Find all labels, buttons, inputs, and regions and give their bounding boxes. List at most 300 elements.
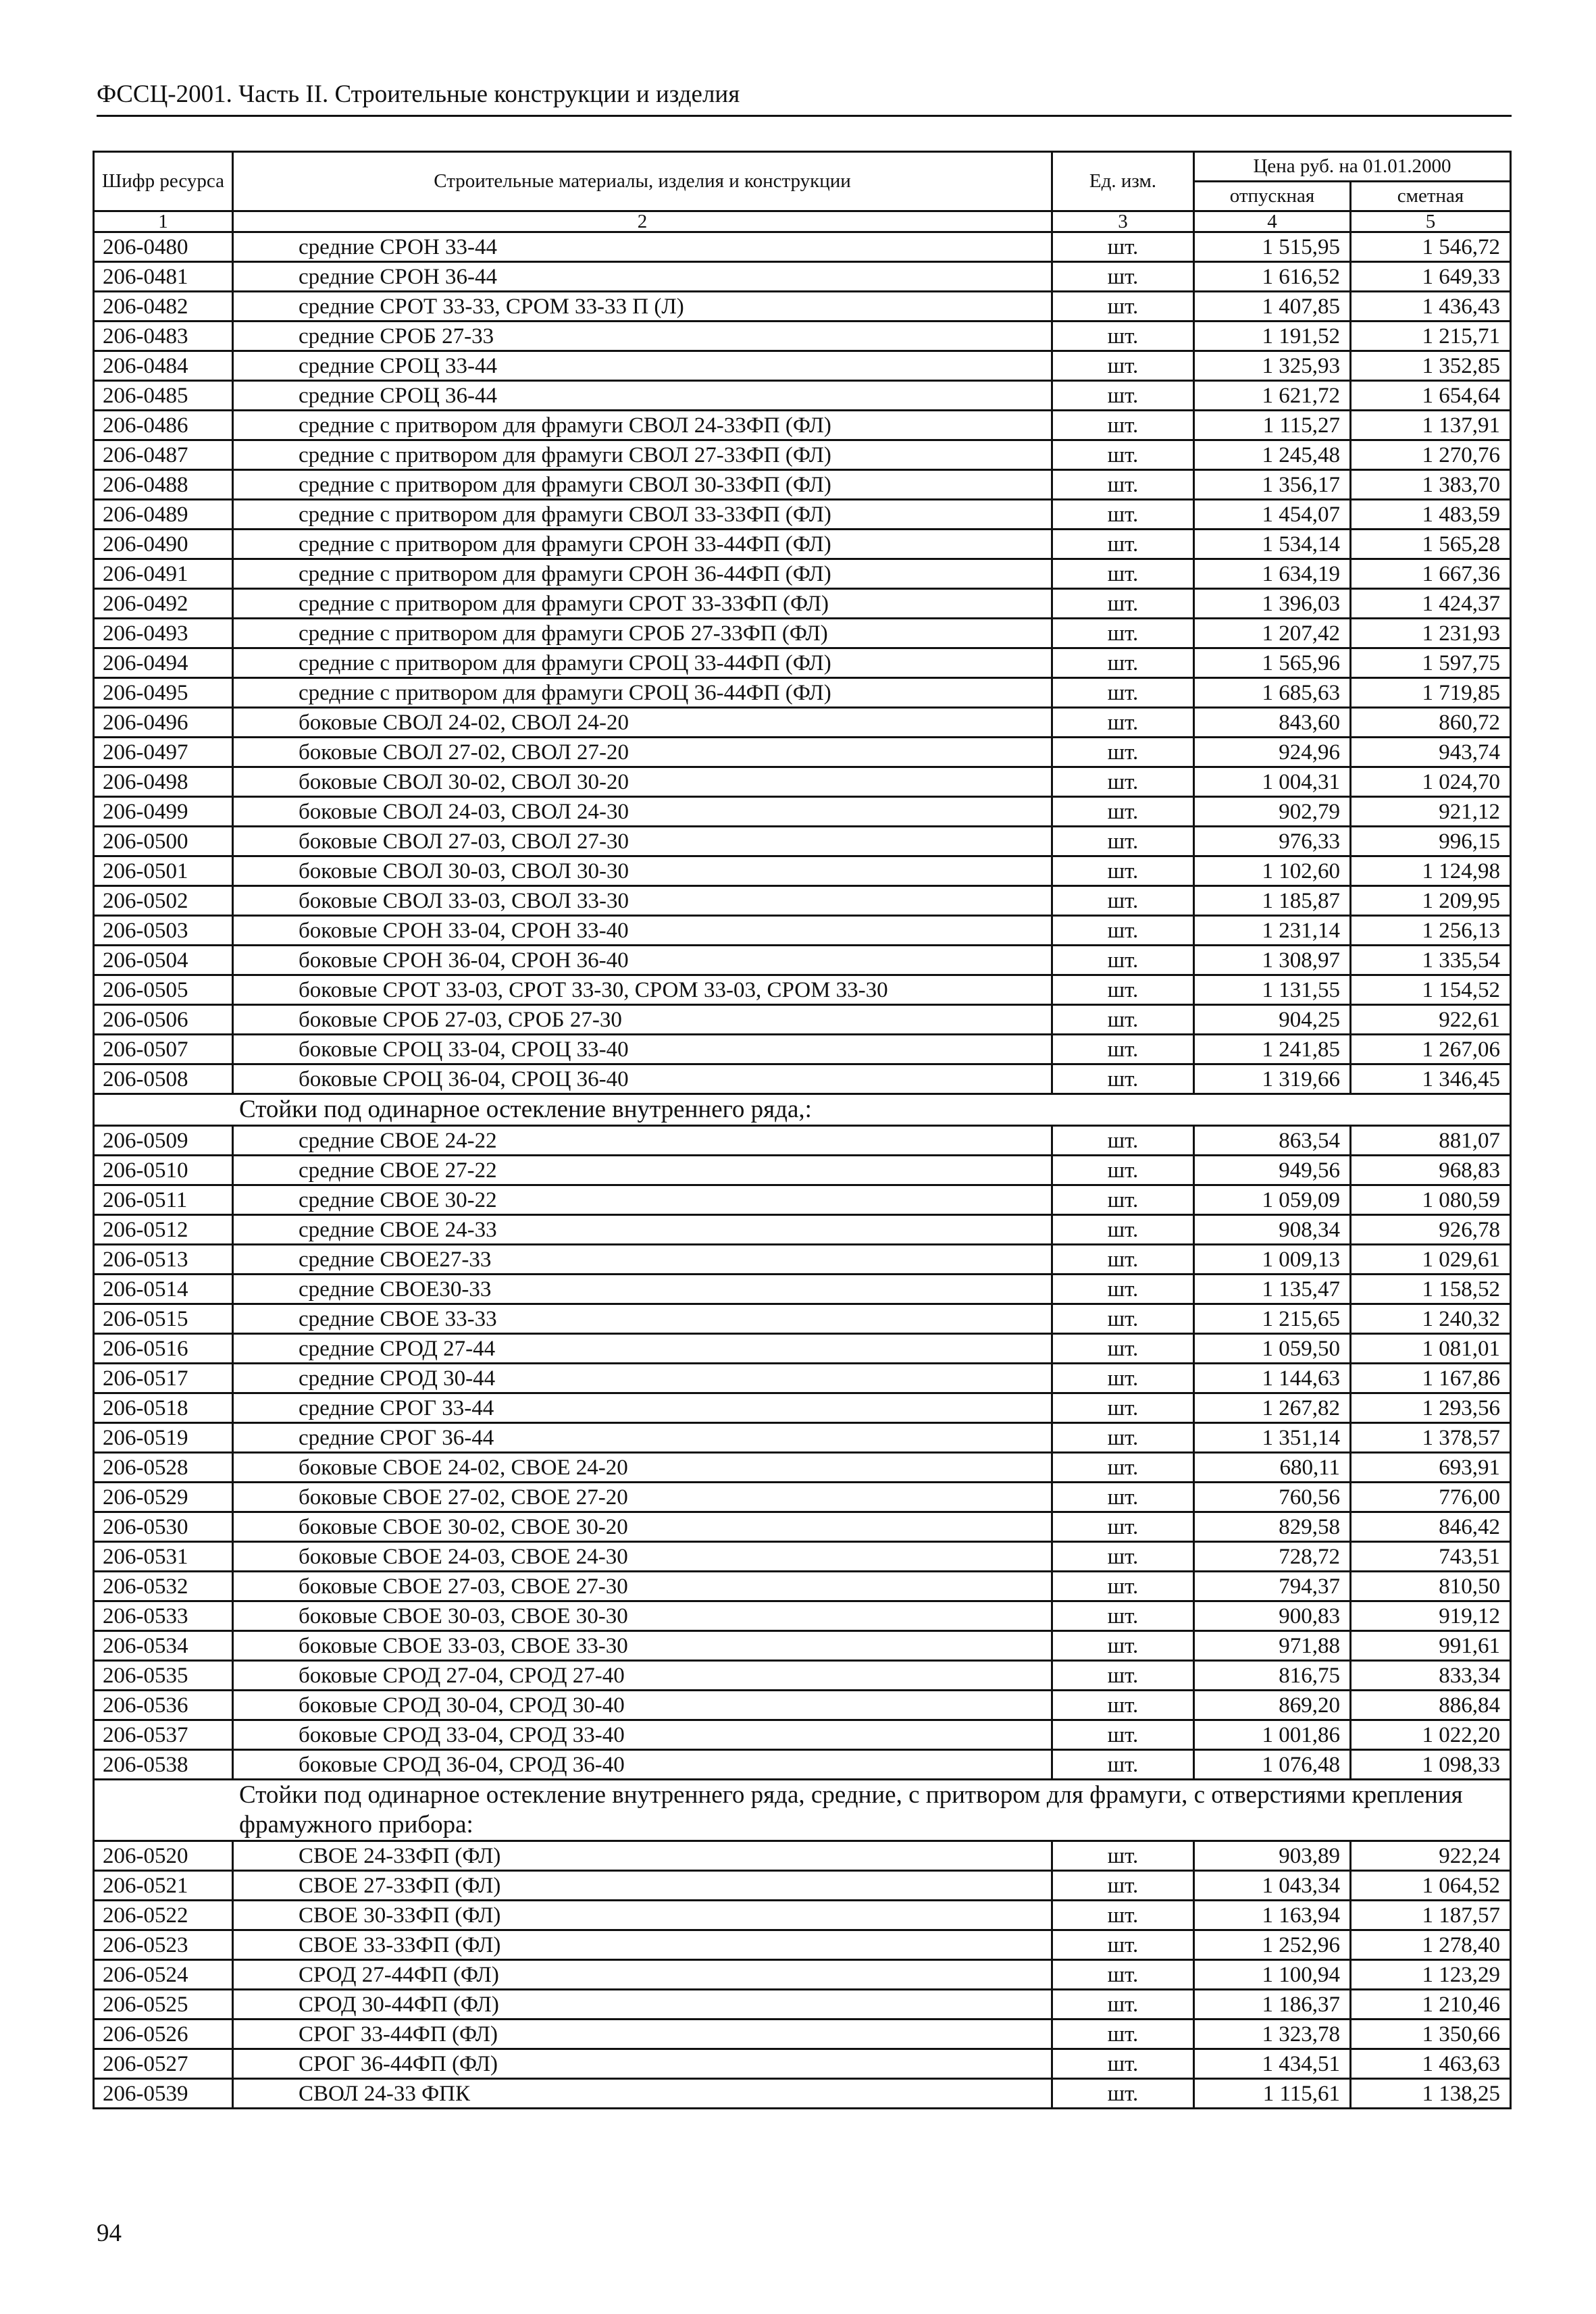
unit-of-measure: шт.: [1052, 1304, 1194, 1334]
unit-of-measure: шт.: [1052, 530, 1194, 559]
estimate-price: 1 024,70: [1351, 767, 1511, 797]
table-row: [94, 1483, 1511, 1512]
release-price: 1 534,14: [1194, 530, 1351, 559]
table-row: [94, 1990, 1511, 2020]
resource-code: 206-0521: [94, 1871, 233, 1901]
unit-of-measure: шт.: [1052, 1930, 1194, 1960]
table-row: [94, 530, 1511, 559]
release-price: 869,20: [1194, 1691, 1351, 1720]
table-row: [94, 262, 1511, 292]
table-row: [94, 1930, 1511, 1960]
resource-code: 206-0497: [94, 738, 233, 767]
release-price: 1 207,42: [1194, 619, 1351, 648]
item-name: СРОД 27-44ФП (ФЛ): [233, 1960, 1052, 1990]
table-row: [94, 797, 1511, 827]
estimate-price: 1 256,13: [1351, 916, 1511, 946]
resource-code: 206-0488: [94, 470, 233, 500]
release-price: 1 252,96: [1194, 1930, 1351, 1960]
estimate-price: 1 667,36: [1351, 559, 1511, 589]
unit-of-measure: шт.: [1052, 411, 1194, 440]
estimate-price: 1 137,91: [1351, 411, 1511, 440]
resource-code: 206-0530: [94, 1512, 233, 1542]
resource-code: 206-0526: [94, 2020, 233, 2049]
table-row: [94, 975, 1511, 1005]
estimate-price: 833,34: [1351, 1661, 1511, 1691]
release-price: 1 144,63: [1194, 1364, 1351, 1393]
estimate-price: 886,84: [1351, 1691, 1511, 1720]
table-row: [94, 708, 1511, 738]
estimate-price: 1 565,28: [1351, 530, 1511, 559]
item-name: средние с притвором для фрамуги СРОБ 27-33ФП (ФЛ): [233, 619, 1052, 648]
estimate-price: 921,12: [1351, 797, 1511, 827]
item-name: боковые СВОЕ 24-02, СВОЕ 24-20: [233, 1453, 1052, 1483]
release-price: 976,33: [1194, 827, 1351, 856]
resource-code: 206-0527: [94, 2049, 233, 2079]
item-name: боковые СВОЛ 24-02, СВОЛ 24-20: [233, 708, 1052, 738]
unit-of-measure: шт.: [1052, 1334, 1194, 1364]
unit-of-measure: шт.: [1052, 827, 1194, 856]
estimate-price: 1 293,56: [1351, 1393, 1511, 1423]
header-name: Строительные материалы, изделия и конструкции: [233, 152, 1052, 211]
item-name: средние СРОТ 33-33, СРОМ 33-33 П (Л): [233, 292, 1052, 322]
unit-of-measure: шт.: [1052, 797, 1194, 827]
header-price: Цена руб. на 01.01.2000: [1194, 152, 1511, 182]
estimate-price: 996,15: [1351, 827, 1511, 856]
column-number: 5: [1351, 211, 1511, 232]
resource-code: 206-0491: [94, 559, 233, 589]
table-row: [94, 500, 1511, 530]
resource-code: 206-0482: [94, 292, 233, 322]
header-code: Шифр ресурса: [94, 152, 233, 211]
estimate-price: 1 215,71: [1351, 322, 1511, 351]
item-name: средние СРОГ 33-44: [233, 1393, 1052, 1423]
estimate-price: 1 064,52: [1351, 1871, 1511, 1901]
release-price: 816,75: [1194, 1661, 1351, 1691]
item-name: средние с притвором для фрамуги СВОЛ 27-33ФП (ФЛ): [233, 440, 1052, 470]
item-name: боковые СРОБ 27-03, СРОБ 27-30: [233, 1005, 1052, 1035]
estimate-price: 968,83: [1351, 1156, 1511, 1185]
release-price: 903,89: [1194, 1841, 1351, 1871]
resource-code: 206-0492: [94, 589, 233, 619]
header-release-price: отпускная: [1194, 182, 1351, 211]
resource-code: 206-0522: [94, 1901, 233, 1930]
item-name: средние с притвором для фрамуги СРОЦ 36-44ФП (ФЛ): [233, 678, 1052, 708]
estimate-price: 991,61: [1351, 1631, 1511, 1661]
table-row: [94, 767, 1511, 797]
unit-of-measure: шт.: [1052, 1423, 1194, 1453]
resource-code: 206-0512: [94, 1215, 233, 1245]
resource-code: 206-0499: [94, 797, 233, 827]
estimate-price: 1 138,25: [1351, 2079, 1511, 2109]
resource-code: 206-0538: [94, 1750, 233, 1780]
table-row: [94, 1185, 1511, 1215]
resource-code: 206-0509: [94, 1126, 233, 1156]
unit-of-measure: шт.: [1052, 1393, 1194, 1423]
release-price: 794,37: [1194, 1572, 1351, 1601]
item-name: средние СРОН 33-44: [233, 232, 1052, 262]
price-table: [93, 151, 1512, 2109]
column-number: 1: [94, 211, 233, 232]
release-price: 1 004,31: [1194, 767, 1351, 797]
resource-code: 206-0495: [94, 678, 233, 708]
table-row: [94, 1512, 1511, 1542]
release-price: 1 009,13: [1194, 1245, 1351, 1275]
release-price: 1 215,65: [1194, 1304, 1351, 1334]
unit-of-measure: шт.: [1052, 1691, 1194, 1720]
table-row: [94, 1720, 1511, 1750]
release-price: 1 241,85: [1194, 1035, 1351, 1064]
release-price: 1 454,07: [1194, 500, 1351, 530]
unit-of-measure: шт.: [1052, 1871, 1194, 1901]
unit-of-measure: шт.: [1052, 767, 1194, 797]
item-name: боковые СРОН 33-04, СРОН 33-40: [233, 916, 1052, 946]
table-row: [94, 559, 1511, 589]
release-price: 1 076,48: [1194, 1750, 1351, 1780]
resource-code: 206-0496: [94, 708, 233, 738]
resource-code: 206-0490: [94, 530, 233, 559]
release-price: 902,79: [1194, 797, 1351, 827]
table-row: [94, 648, 1511, 678]
release-price: 1 319,66: [1194, 1064, 1351, 1094]
resource-code: 206-0516: [94, 1334, 233, 1364]
release-price: 1 396,03: [1194, 589, 1351, 619]
release-price: 1 407,85: [1194, 292, 1351, 322]
estimate-price: 926,78: [1351, 1215, 1511, 1245]
release-price: 1 186,37: [1194, 1990, 1351, 2020]
resource-code: 206-0539: [94, 2079, 233, 2109]
item-name: средние СРОЦ 36-44: [233, 381, 1052, 411]
resource-code: 206-0487: [94, 440, 233, 470]
resource-code: 206-0500: [94, 827, 233, 856]
release-price: 1 245,48: [1194, 440, 1351, 470]
item-name: средние СВОЕ30-33: [233, 1275, 1052, 1304]
resource-code: 206-0489: [94, 500, 233, 530]
unit-of-measure: шт.: [1052, 946, 1194, 975]
item-name: боковые СРОД 30-04, СРОД 30-40: [233, 1691, 1052, 1720]
unit-of-measure: шт.: [1052, 262, 1194, 292]
release-price: 1 131,55: [1194, 975, 1351, 1005]
release-price: 680,11: [1194, 1453, 1351, 1483]
item-name: средние с притвором для фрамуги СВОЛ 33-33ФП (ФЛ): [233, 500, 1052, 530]
estimate-price: 1 231,93: [1351, 619, 1511, 648]
item-name: боковые СРОД 36-04, СРОД 36-40: [233, 1750, 1052, 1780]
item-name: средние СРОД 27-44: [233, 1334, 1052, 1364]
estimate-price: 1 124,98: [1351, 856, 1511, 886]
estimate-price: 922,61: [1351, 1005, 1511, 1035]
unit-of-measure: шт.: [1052, 1035, 1194, 1064]
estimate-price: 1 098,33: [1351, 1750, 1511, 1780]
release-price: 1 308,97: [1194, 946, 1351, 975]
column-number: 4: [1194, 211, 1351, 232]
header-rule: [97, 115, 1512, 117]
resource-code: 206-0517: [94, 1364, 233, 1393]
item-name: боковые СРОН 36-04, СРОН 36-40: [233, 946, 1052, 975]
table-row: [94, 1064, 1511, 1094]
estimate-price: 1 267,06: [1351, 1035, 1511, 1064]
release-price: 1 059,50: [1194, 1334, 1351, 1364]
resource-code: 206-0534: [94, 1631, 233, 1661]
release-price: 760,56: [1194, 1483, 1351, 1512]
estimate-price: 1 029,61: [1351, 1245, 1511, 1275]
unit-of-measure: шт.: [1052, 381, 1194, 411]
unit-of-measure: шт.: [1052, 1661, 1194, 1691]
estimate-price: 1 154,52: [1351, 975, 1511, 1005]
release-price: 1 115,27: [1194, 411, 1351, 440]
release-price: 863,54: [1194, 1126, 1351, 1156]
release-price: 971,88: [1194, 1631, 1351, 1661]
table-row: [94, 1304, 1511, 1334]
release-price: 900,83: [1194, 1601, 1351, 1631]
unit-of-measure: шт.: [1052, 678, 1194, 708]
resource-code: 206-0535: [94, 1661, 233, 1691]
table-row: [94, 2020, 1511, 2049]
resource-code: 206-0502: [94, 886, 233, 916]
resource-code: 206-0511: [94, 1185, 233, 1215]
unit-of-measure: шт.: [1052, 589, 1194, 619]
column-number: 2: [233, 211, 1052, 232]
table-row: [94, 1542, 1511, 1572]
resource-code: 206-0481: [94, 262, 233, 292]
resource-code: 206-0510: [94, 1156, 233, 1185]
estimate-price: 1 654,64: [1351, 381, 1511, 411]
release-price: 904,25: [1194, 1005, 1351, 1035]
resource-code: 206-0523: [94, 1930, 233, 1960]
unit-of-measure: шт.: [1052, 648, 1194, 678]
estimate-price: 1 352,85: [1351, 351, 1511, 381]
page-header: ФССЦ-2001. Часть II. Строительные конструкции и изделия: [97, 80, 740, 108]
table-row: [94, 1035, 1511, 1064]
resource-code: 206-0519: [94, 1423, 233, 1453]
item-name: боковые СРОТ 33-03, СРОТ 33-30, СРОМ 33-03, СРОМ 33-30: [233, 975, 1052, 1005]
item-name: боковые СВОЛ 30-03, СВОЛ 30-30: [233, 856, 1052, 886]
resource-code: 206-0529: [94, 1483, 233, 1512]
estimate-price: 1 383,70: [1351, 470, 1511, 500]
resource-code: 206-0520: [94, 1841, 233, 1871]
unit-of-measure: шт.: [1052, 1005, 1194, 1035]
table-row: [94, 232, 1511, 262]
column-number-row: [94, 211, 1511, 232]
table-row: [94, 1960, 1511, 1990]
estimate-price: 943,74: [1351, 738, 1511, 767]
estimate-price: 1 081,01: [1351, 1334, 1511, 1364]
table-row: [94, 1245, 1511, 1275]
release-price: 1 001,86: [1194, 1720, 1351, 1750]
release-price: 1 100,94: [1194, 1960, 1351, 1990]
resource-code: 206-0531: [94, 1542, 233, 1572]
item-name: боковые СВОЕ 27-02, СВОЕ 27-20: [233, 1483, 1052, 1512]
item-name: средние СВОЕ 30-22: [233, 1185, 1052, 1215]
table-row: [94, 1423, 1511, 1453]
release-price: 1 621,72: [1194, 381, 1351, 411]
unit-of-measure: шт.: [1052, 886, 1194, 916]
release-price: 1 351,14: [1194, 1423, 1351, 1453]
item-name: СВОЕ 30-33ФП (ФЛ): [233, 1901, 1052, 1930]
release-price: 1 323,78: [1194, 2020, 1351, 2049]
unit-of-measure: шт.: [1052, 1453, 1194, 1483]
item-name: боковые СВОЕ 24-03, СВОЕ 24-30: [233, 1542, 1052, 1572]
estimate-price: 1 158,52: [1351, 1275, 1511, 1304]
table-row: [94, 856, 1511, 886]
unit-of-measure: шт.: [1052, 1215, 1194, 1245]
resource-code: 206-0508: [94, 1064, 233, 1094]
release-price: 1 231,14: [1194, 916, 1351, 946]
item-name: средние СВОЕ 33-33: [233, 1304, 1052, 1334]
unit-of-measure: шт.: [1052, 292, 1194, 322]
table-row: [94, 1126, 1511, 1156]
resource-code: 206-0494: [94, 648, 233, 678]
table-row: [94, 1156, 1511, 1185]
table-row: [94, 322, 1511, 351]
unit-of-measure: шт.: [1052, 856, 1194, 886]
resource-code: 206-0507: [94, 1035, 233, 1064]
unit-of-measure: шт.: [1052, 1512, 1194, 1542]
resource-code: 206-0480: [94, 232, 233, 262]
unit-of-measure: шт.: [1052, 232, 1194, 262]
table-row: [94, 440, 1511, 470]
estimate-price: 1 597,75: [1351, 648, 1511, 678]
estimate-price: 1 483,59: [1351, 500, 1511, 530]
estimate-price: 693,91: [1351, 1453, 1511, 1483]
release-price: 1 185,87: [1194, 886, 1351, 916]
estimate-price: 1 278,40: [1351, 1930, 1511, 1960]
estimate-price: 743,51: [1351, 1542, 1511, 1572]
header-unit: Ед. изм.: [1052, 152, 1194, 211]
release-price: 728,72: [1194, 1542, 1351, 1572]
table-row: [94, 381, 1511, 411]
item-name: средние с притвором для фрамуги СРОТ 33-33ФП (ФЛ): [233, 589, 1052, 619]
unit-of-measure: шт.: [1052, 1483, 1194, 1512]
release-price: 1 356,17: [1194, 470, 1351, 500]
release-price: 1 059,09: [1194, 1185, 1351, 1215]
estimate-price: 1 240,32: [1351, 1304, 1511, 1334]
estimate-price: 1 436,43: [1351, 292, 1511, 322]
item-name: средние с притвором для фрамуги СРОН 36-44ФП (ФЛ): [233, 559, 1052, 589]
estimate-price: 1 649,33: [1351, 262, 1511, 292]
table-row: [94, 916, 1511, 946]
estimate-price: 1 187,57: [1351, 1901, 1511, 1930]
release-price: 1 191,52: [1194, 322, 1351, 351]
item-name: боковые СРОЦ 33-04, СРОЦ 33-40: [233, 1035, 1052, 1064]
table-row: [94, 1601, 1511, 1631]
section-heading: Стойки под одинарное остекление внутреннего ряда,:: [94, 1094, 1511, 1126]
release-price: 1 434,51: [1194, 2049, 1351, 2079]
table-row: [94, 1453, 1511, 1483]
unit-of-measure: шт.: [1052, 1245, 1194, 1275]
unit-of-measure: шт.: [1052, 619, 1194, 648]
item-name: средние СРОН 36-44: [233, 262, 1052, 292]
resource-code: 206-0513: [94, 1245, 233, 1275]
release-price: 1 515,95: [1194, 232, 1351, 262]
estimate-price: 919,12: [1351, 1601, 1511, 1631]
table-row: [94, 351, 1511, 381]
item-name: средние с притвором для фрамуги СРОЦ 33-44ФП (ФЛ): [233, 648, 1052, 678]
resource-code: 206-0498: [94, 767, 233, 797]
header-estimate-price: сметная: [1351, 182, 1511, 211]
unit-of-measure: шт.: [1052, 1572, 1194, 1601]
resource-code: 206-0515: [94, 1304, 233, 1334]
table-row: [94, 1572, 1511, 1601]
unit-of-measure: шт.: [1052, 322, 1194, 351]
table-row: [94, 1750, 1511, 1780]
unit-of-measure: шт.: [1052, 2049, 1194, 2079]
estimate-price: 922,24: [1351, 1841, 1511, 1871]
item-name: боковые СВОЕ 27-03, СВОЕ 27-30: [233, 1572, 1052, 1601]
resource-code: 206-0486: [94, 411, 233, 440]
unit-of-measure: шт.: [1052, 559, 1194, 589]
unit-of-measure: шт.: [1052, 1720, 1194, 1750]
section-heading: Стойки под одинарное остекление внутреннего ряда, средние, с притвором для фрамуги, с отверстиями крепления фрамужного прибора:: [94, 1780, 1511, 1841]
table-header-row: [94, 152, 1511, 182]
item-name: боковые СВОЕ 30-03, СВОЕ 30-30: [233, 1601, 1052, 1631]
resource-code: 206-0501: [94, 856, 233, 886]
resource-code: 206-0503: [94, 916, 233, 946]
estimate-price: 1 424,37: [1351, 589, 1511, 619]
unit-of-measure: шт.: [1052, 500, 1194, 530]
resource-code: 206-0506: [94, 1005, 233, 1035]
release-price: 1 325,93: [1194, 351, 1351, 381]
resource-code: 206-0514: [94, 1275, 233, 1304]
item-name: СВОЕ 33-33ФП (ФЛ): [233, 1930, 1052, 1960]
release-price: 949,56: [1194, 1156, 1351, 1185]
table-row: [94, 738, 1511, 767]
table-row: [94, 292, 1511, 322]
release-price: 829,58: [1194, 1512, 1351, 1542]
estimate-price: 1 719,85: [1351, 678, 1511, 708]
estimate-price: 846,42: [1351, 1512, 1511, 1542]
item-name: СВОЕ 24-33ФП (ФЛ): [233, 1841, 1052, 1871]
item-name: средние СРОД 30-44: [233, 1364, 1052, 1393]
table-row: [94, 1393, 1511, 1423]
unit-of-measure: шт.: [1052, 1960, 1194, 1990]
unit-of-measure: шт.: [1052, 916, 1194, 946]
resource-code: 206-0493: [94, 619, 233, 648]
table-row: [94, 1691, 1511, 1720]
table-row: [94, 946, 1511, 975]
table-row: [94, 411, 1511, 440]
unit-of-measure: шт.: [1052, 738, 1194, 767]
item-name: средние с притвором для фрамуги СВОЛ 24-33ФП (ФЛ): [233, 411, 1052, 440]
release-price: 1 634,19: [1194, 559, 1351, 589]
resource-code: 206-0528: [94, 1453, 233, 1483]
table-row: [94, 1364, 1511, 1393]
unit-of-measure: шт.: [1052, 1185, 1194, 1215]
unit-of-measure: шт.: [1052, 1631, 1194, 1661]
item-name: боковые СВОЛ 30-02, СВОЛ 30-20: [233, 767, 1052, 797]
table-row: [94, 470, 1511, 500]
estimate-price: 1 546,72: [1351, 232, 1511, 262]
item-name: средние с притвором для фрамуги СВОЛ 30-33ФП (ФЛ): [233, 470, 1052, 500]
item-name: боковые СРОД 33-04, СРОД 33-40: [233, 1720, 1052, 1750]
item-name: средние СВОЕ 24-22: [233, 1126, 1052, 1156]
estimate-price: 1 209,95: [1351, 886, 1511, 916]
estimate-price: 1 463,63: [1351, 2049, 1511, 2079]
unit-of-measure: шт.: [1052, 1064, 1194, 1094]
item-name: средние СВОЕ 24-33: [233, 1215, 1052, 1245]
item-name: боковые СРОД 27-04, СРОД 27-40: [233, 1661, 1052, 1691]
table-row: [94, 1215, 1511, 1245]
resource-code: 206-0525: [94, 1990, 233, 2020]
item-name: боковые СВОЛ 24-03, СВОЛ 24-30: [233, 797, 1052, 827]
item-name: средние СРОЦ 33-44: [233, 351, 1052, 381]
item-name: боковые СВОЛ 33-03, СВОЛ 33-30: [233, 886, 1052, 916]
release-price: 1 102,60: [1194, 856, 1351, 886]
item-name: средние СВОЕ 27-22: [233, 1156, 1052, 1185]
section-heading-row: [94, 1780, 1511, 1841]
unit-of-measure: шт.: [1052, 1542, 1194, 1572]
unit-of-measure: шт.: [1052, 1901, 1194, 1930]
table-row: [94, 589, 1511, 619]
table-row: [94, 1005, 1511, 1035]
